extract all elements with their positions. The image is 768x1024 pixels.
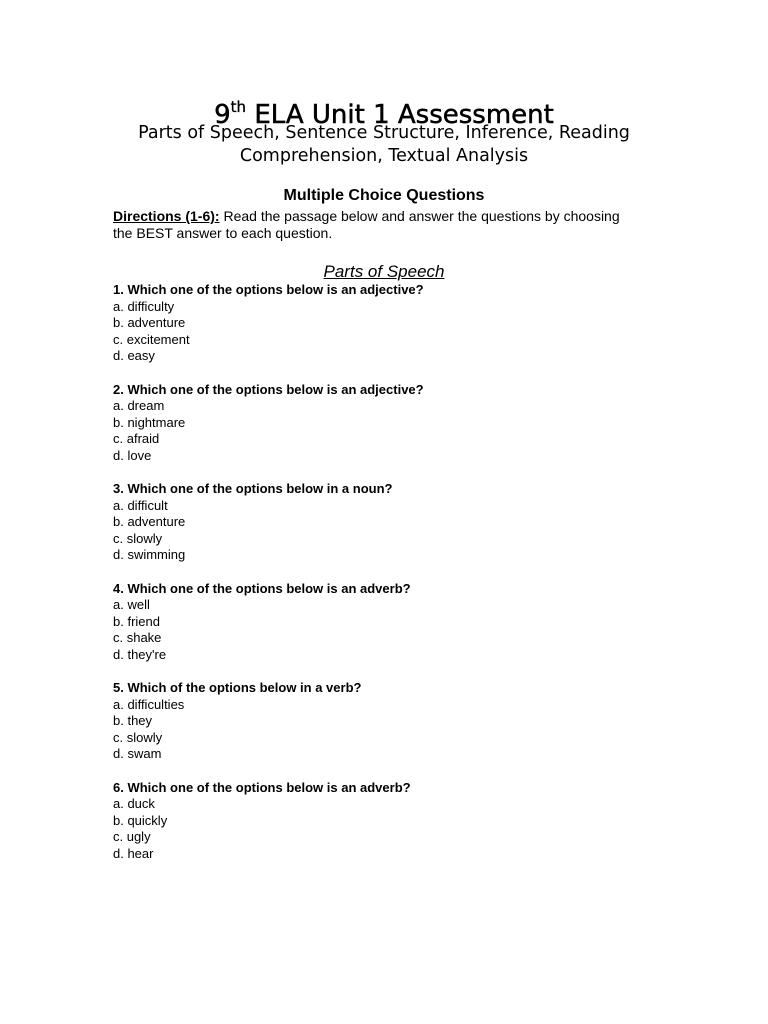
option-a: a. well — [113, 597, 150, 612]
question-5 — [113, 680, 673, 763]
subheading-parts-of-speech: Parts of Speech — [323, 262, 445, 281]
option-c: c. shake — [113, 630, 162, 645]
option-a: a. duck — [113, 796, 155, 811]
option-d: d. they're — [113, 646, 167, 662]
question-text: 5. Which of the options below in a verb? — [113, 680, 362, 695]
directions-label: Directions (1-6): — [113, 208, 220, 224]
question-text: 2. Which one of the options below is an adjective? — [113, 381, 424, 397]
question-text: 1. Which one of the options below is an adjective? — [113, 282, 424, 297]
option-b: b. friend — [113, 613, 160, 629]
subtitle-line-1: Parts of Speech, Sentence Structure, Inference, Reading — [138, 123, 630, 143]
option-d: d. swam — [113, 746, 162, 761]
option-b: b. quickly — [113, 812, 168, 828]
question-list — [113, 282, 673, 879]
option-a: a. difficulties — [113, 696, 185, 712]
option-d: d. swimming — [113, 547, 186, 562]
option-b: b. adventure — [113, 315, 186, 330]
section-heading: Multiple Choice Questions — [283, 187, 485, 204]
grade-suffix: th — [230, 98, 247, 116]
option-a: a. dream — [113, 398, 165, 413]
option-d: d. easy — [113, 348, 155, 363]
option-a: a. difficulty — [113, 298, 175, 314]
option-c: c. slowly — [113, 530, 163, 546]
directions-text: Read the passage below and answer the questions by choosing the BEST answer to each question. — [113, 208, 620, 241]
subtitle-line-2: Comprehension, Textual Analysis — [239, 146, 529, 166]
option-d: d. hear — [113, 845, 154, 861]
question-text: 3. Which one of the options below in a noun? — [113, 481, 393, 496]
question-4 — [113, 581, 673, 664]
grade-number: 9 — [214, 100, 231, 130]
option-b: b. nightmare — [113, 414, 186, 430]
question-text: 6. Which one of the options below is an adverb? — [113, 779, 411, 795]
option-c: c. slowly — [113, 729, 163, 745]
option-c: c. afraid — [113, 431, 160, 446]
option-b: b. they — [113, 713, 153, 728]
question-2 — [113, 382, 673, 465]
page-subtitle — [0, 122, 768, 168]
question-6 — [113, 780, 673, 863]
question-1 — [113, 282, 673, 365]
option-c: c. ugly — [113, 829, 151, 844]
title-text: ELA Unit 1 Assessment — [254, 100, 554, 130]
directions — [113, 208, 633, 242]
question-text: 4. Which one of the options below is an adverb? — [113, 580, 411, 596]
option-a: a. difficult — [113, 497, 168, 513]
option-b: b. adventure — [113, 514, 186, 529]
option-d: d. love — [113, 447, 152, 463]
question-3 — [113, 481, 673, 564]
option-c: c. excitement — [113, 331, 190, 347]
